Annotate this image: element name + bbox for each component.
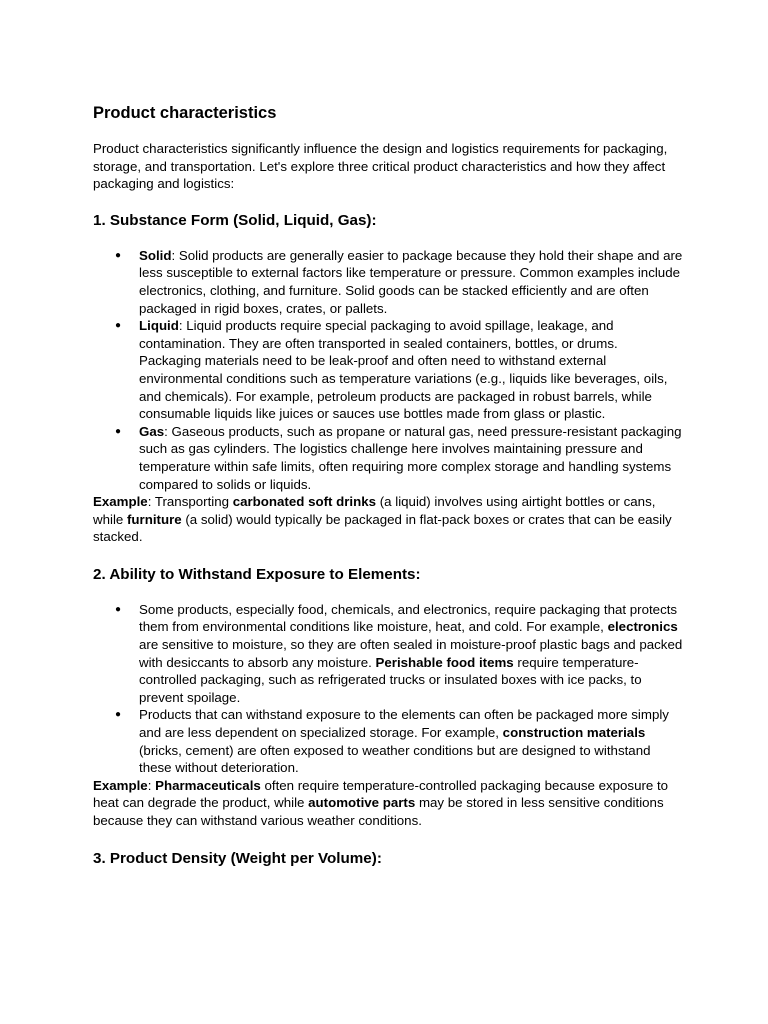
section-heading-substance-form: 1. Substance Form (Solid, Liquid, Gas): (93, 211, 377, 229)
list-bold: Perishable food items (375, 654, 514, 670)
example-bold: furniture (127, 511, 182, 527)
list-item-sensitive-products (93, 601, 683, 707)
text-solid: : Solid products are generally easier to package because they hold their shape and are less susceptible to external factors like temperature or pressure. Common examples include electronics, clothing, and furniture. Solid goods can be stacked efficiently and are often packaged in rigid boxes, crates, or pallets. (139, 247, 683, 316)
example-paragraph-2 (93, 777, 683, 830)
list-text: (bricks, cement) are often exposed to weather conditions but are designed to withstand these without deterioration. (139, 742, 651, 776)
list-item-gas (93, 423, 683, 493)
example-label: Example (93, 777, 148, 793)
list-item-liquid (93, 317, 683, 423)
example-bold: automotive parts (308, 795, 416, 811)
substance-form-list (93, 247, 683, 493)
example-text: may be stored in less sensitive conditions because they can withstand various weather conditions. (93, 795, 664, 828)
list-item-solid (93, 247, 683, 317)
text-gas: : Gaseous products, such as propane or natural gas, need pressure-resistant packaging such as gas cylinders. The logistics challenge here involves maintaining pressure and temperature within safe limits, often requiring more complex storage and handling systems compared to solids or liquids. (139, 423, 682, 492)
document-body (93, 103, 683, 869)
section-heading-density: 3. Product Density (Weight per Volume): (93, 849, 382, 867)
term-gas: Gas (139, 423, 165, 439)
section-heading-exposure: 2. Ability to Withstand Exposure to Elements: (93, 565, 421, 583)
list-text: are sensitive to moisture, so they are often sealed in moisture-proof plastic bags and packed with desiccants to absorb any moisture. (139, 637, 683, 670)
intro-paragraph: Product characteristics significantly influence the design and logistics requirements for packaging, storage, and transportation. Let's explore three critical product characteristics and how they affect packaging and logistics: (93, 141, 668, 192)
list-bold: construction materials (502, 725, 646, 741)
text-liquid: : Liquid products require special packaging to avoid spillage, leakage, and contamination. They are often transported in sealed containers, bottles, or drums. Packaging materials need to be leak-proof and often need to withstand external environmental conditions such as temperature variations (e.g., liquids like beverages, oils, and chemicals). For example, petroleum products are packaged in robust barrels, while consumable liquids like juices or sauces use bottles made from glass or plastic. (139, 318, 668, 422)
list-item-robust-products (93, 706, 683, 776)
document-title: Product characteristics (93, 104, 277, 122)
exposure-list (93, 601, 683, 777)
example-bold: Pharmaceuticals (155, 777, 261, 793)
example-text: : Transporting (147, 494, 233, 510)
example-label: Example (93, 494, 148, 510)
example-text: often require temperature-controlled packaging because exposure to heat can degrade the product, while (93, 777, 669, 811)
example-text: (a liquid) involves using airtight bottles or cans, while (93, 494, 656, 527)
example-text: (a solid) would typically be packaged in flat-pack boxes or crates that can be easily stacked. (93, 511, 672, 545)
example-text: : (147, 777, 156, 793)
list-text: Some products, especially food, chemicals, and electronics, require packaging that protects them from environmental conditions like moisture, heat, and cold. For example, (139, 601, 678, 635)
term-solid: Solid (139, 247, 172, 263)
example-bold: carbonated soft drinks (232, 494, 377, 510)
list-bold: electronics (607, 619, 678, 635)
example-paragraph-1 (93, 493, 683, 546)
term-liquid: Liquid (139, 318, 179, 334)
list-text: Products that can withstand exposure to the elements can often be packaged more simply and are less dependent on specialized storage. For example, (139, 707, 669, 741)
list-text: require temperature-controlled packaging, such as refrigerated trucks or insulated boxes with ice packs, to prevent spoilage. (139, 654, 642, 705)
